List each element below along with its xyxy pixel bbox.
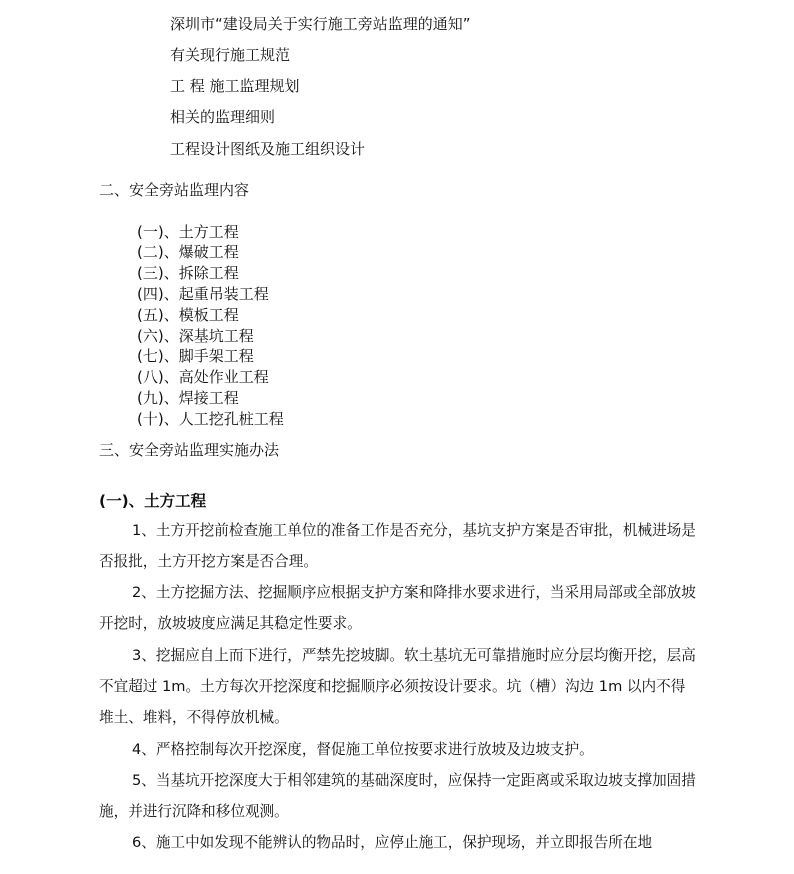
paragraph: 2、土方挖掘方法、挖掘顺序应根据支护方案和降排水要求进行，当采用局部或全部放坡开挖时，放坡坡度应满足其稳定性要求。: [99, 584, 696, 632]
list-item: (七)、脚手架工程: [137, 347, 254, 365]
list-item: (九)、焊接工程: [137, 389, 239, 407]
paragraph: 1、土方开挖前检查施工单位的准备工作是否充分，基坑支护方案是否审批，机械进场是否报批，土方开挖方案是否合理。: [99, 522, 696, 570]
list-item: (三)、拆除工程: [137, 264, 239, 282]
reference-item: 有关现行施工规范: [170, 46, 291, 64]
reference-item: 工 程 施工监理规划: [170, 77, 300, 95]
list-item: (六)、深基坑工程: [137, 327, 254, 345]
list-item: (八)、高处作业工程: [137, 368, 269, 386]
section-heading: 二、安全旁站监理内容: [99, 181, 250, 199]
paragraph: 6、施工中如发现不能辨认的物品时，应停止施工，保护现场，并立即报告所在地: [132, 834, 653, 851]
list-item: (一)、土方工程: [137, 223, 239, 241]
list-item: (四)、起重吊装工程: [137, 285, 269, 303]
reference-item: 深圳市“建设局关于实行施工旁站监理的通知”: [170, 15, 471, 33]
section-heading: 三、安全旁站监理实施办法: [99, 441, 280, 459]
reference-item: 相关的监理细则: [170, 108, 276, 126]
paragraph: 3、挖掘应自上而下进行，严禁先挖坡脚。软土基坑无可靠措施时应分层均衡开挖，层高不宜超过 1m。土方每次开挖深度和挖掘顺序必须按设计要求。坑（槽）沟边 1m 以内不得堆土、堆料，不得停放机械。: [99, 647, 696, 726]
list-item: (二)、爆破工程: [137, 243, 239, 261]
paragraph: 5、当基坑开挖深度大于相邻建筑的基础深度时，应保持一定距离或采取边坡支撑加固措施，并进行沉降和移位观测。: [99, 772, 696, 820]
list-item: (十)、人工挖孔桩工程: [137, 410, 284, 428]
sub-heading: (一)、土方工程: [99, 492, 207, 510]
reference-item: 工程设计图纸及施工组织设计: [170, 140, 366, 158]
list-item: (五)、模板工程: [137, 306, 239, 324]
paragraph: 4、严格控制每次开挖深度，督促施工单位按要求进行放坡及边坡支护。: [132, 741, 594, 758]
